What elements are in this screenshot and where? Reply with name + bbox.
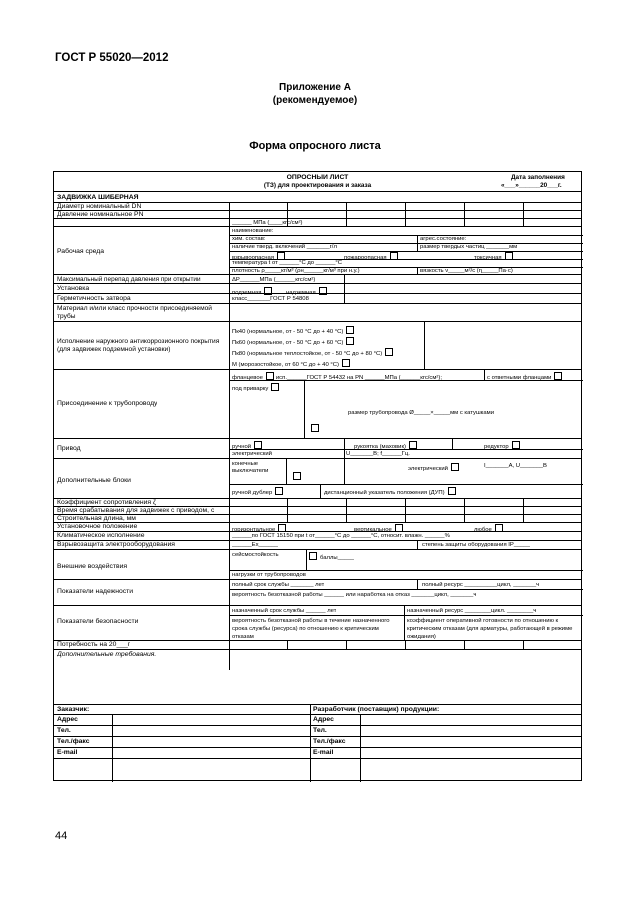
row-coating: Исполнение наружного антикоррозионного покрытия (для задвижек подземной установки) bbox=[57, 338, 220, 353]
customer-address: Адрес bbox=[57, 716, 78, 723]
date-label: Дата заполнения bbox=[511, 174, 565, 181]
customer-email: E-mail bbox=[57, 749, 78, 756]
pipeline-loads[interactable]: нагрузки от трубопроводов bbox=[232, 572, 306, 578]
current-voltage[interactable]: I_______А, U_______В bbox=[484, 463, 547, 469]
row-connection: Присоединение к трубопроводу bbox=[57, 400, 158, 407]
appendix-note: (рекомендуемое) bbox=[272, 95, 358, 106]
flammable-option[interactable]: пожароопасная bbox=[344, 252, 398, 262]
m-checkbox[interactable] bbox=[342, 359, 350, 367]
limit-switches: конечные выключатели bbox=[232, 461, 269, 474]
gearbox-option[interactable]: редуктор bbox=[484, 441, 520, 451]
developer-phone: Тел. bbox=[313, 727, 327, 734]
delta-p-value[interactable]: ΔР______МПа (______кгс/см²) bbox=[232, 277, 316, 283]
failure-free-probability[interactable]: вероятность безотказной работы ______ или наработка на отказ _______цикл, _______ч bbox=[232, 592, 477, 598]
temperature-range[interactable]: температура t от ______°С до ______°С bbox=[232, 260, 342, 266]
density[interactable]: плотность ρ_____кг/м³ (ρн______кг/м³ при н.у.) bbox=[232, 268, 360, 274]
row-installation: Установка bbox=[57, 285, 90, 292]
particle-size[interactable]: размер твердых частиц _______мм bbox=[420, 244, 518, 250]
row-material: Материал и/или класс прочности присоединяемой трубы bbox=[57, 305, 212, 320]
row-explosion: Взрывозащита электрооборудования bbox=[57, 541, 175, 548]
date-field[interactable]: «___»______20___г. bbox=[501, 182, 562, 189]
row-tightness: Герметичность затвора bbox=[57, 295, 131, 302]
backup-checkbox[interactable] bbox=[275, 487, 283, 495]
viscosity[interactable]: вязкость ν_____м²/с (η_____Па·с) bbox=[420, 268, 513, 274]
row-reliability: Показатели надежности bbox=[57, 588, 134, 595]
any-checkbox[interactable] bbox=[495, 524, 503, 532]
row-medium: Рабочая среда bbox=[57, 248, 105, 255]
counter-flange-option[interactable]: с ответными фланцами bbox=[487, 372, 562, 382]
chem-composition[interactable]: хим. состав: bbox=[232, 236, 266, 242]
spool-checkbox[interactable] bbox=[311, 424, 319, 432]
customer-fax: Тел./факс bbox=[57, 738, 90, 745]
seismic-label: сейсмостойкость bbox=[232, 552, 279, 558]
customer-phone: Тел. bbox=[57, 727, 71, 734]
remote-indicator-option[interactable]: дистанционный указатель положения (ДУП) bbox=[324, 487, 456, 497]
sheet-title: ОПРОСНЫЙ ЛИСТ bbox=[286, 174, 349, 181]
coating-p40[interactable]: Пк40 (нормальное, от - 50 °С до + 40 °С) bbox=[232, 326, 354, 336]
appendix-title: Приложение А bbox=[279, 82, 351, 93]
row-dn: Диаметр номинальный DN bbox=[57, 203, 142, 210]
full-resource[interactable]: полный ресурс __________цикл, _______ч bbox=[422, 582, 540, 588]
developer-fax: Тел./факс bbox=[313, 738, 346, 745]
additional-requirements[interactable]: Дополнительные требования. bbox=[57, 651, 157, 658]
remote-indicator-checkbox[interactable] bbox=[448, 487, 456, 495]
developer-address: Адрес bbox=[313, 716, 334, 723]
assigned-resource[interactable]: назначенный ресурс ________цикл. ________ч bbox=[407, 608, 537, 614]
solid-inclusions[interactable]: наличие тверд. включений _______г/л bbox=[232, 244, 337, 250]
row-drive: Привод bbox=[57, 445, 81, 452]
safety-probability: вероятность безотказной работы в течение назначенного срока службы (ресурса) по отношению к критическим отказам bbox=[232, 618, 390, 640]
row-position: Установочное положение bbox=[57, 523, 138, 530]
underground-option[interactable]: подземная bbox=[232, 287, 272, 297]
limit-switches-checkbox[interactable] bbox=[293, 472, 301, 480]
coating-m[interactable]: М (морозостойкое, от 60 °С до + 40 °С) bbox=[232, 359, 350, 369]
any-option[interactable]: любое bbox=[474, 524, 503, 534]
manual-checkbox[interactable] bbox=[254, 441, 262, 449]
tightness-class[interactable]: класс_______ГОСТ Р 54808 bbox=[232, 296, 309, 302]
handwheel-option[interactable]: рукоятка (маховик) bbox=[354, 441, 417, 451]
seismic-option[interactable]: баллы_____ bbox=[306, 552, 354, 562]
handwheel-checkbox[interactable] bbox=[409, 441, 417, 449]
developer-email: E-mail bbox=[313, 749, 334, 756]
pipe-size[interactable]: размер трубопровода Ø_____×_____мм с катушками bbox=[348, 410, 495, 416]
row-climate: Климатическое исполнение bbox=[57, 532, 145, 539]
electric-block-checkbox[interactable] bbox=[451, 463, 459, 471]
weld-checkbox[interactable] bbox=[271, 383, 279, 391]
row-length: Строительная длина, мм bbox=[57, 515, 136, 522]
pn-units[interactable]: ______ МПа (____кгс/см²) bbox=[232, 220, 303, 226]
vertical-option[interactable]: вертикальное bbox=[354, 524, 403, 534]
readiness-coefficient: коэффициент оперативной готовности по отношению к критическим отказам (для арматуры, работающей в режиме ожидания) bbox=[407, 618, 573, 640]
electric-block-option[interactable]: электрический bbox=[408, 463, 459, 473]
full-service-life[interactable]: полный срок службы _______ лет bbox=[232, 582, 325, 588]
row-delta-p: Максимальный перепад давления при открытии bbox=[57, 276, 201, 283]
climate-value[interactable]: ______по ГОСТ 15150 при t от______°С до ______°С, относит. влажн. ______% bbox=[232, 533, 450, 539]
p60-checkbox[interactable] bbox=[346, 337, 354, 345]
backup-option[interactable]: ручной дублер bbox=[232, 487, 283, 497]
explosive-option[interactable]: взрывоопасная bbox=[232, 252, 285, 262]
section-title: ЗАДВИЖКА ШИБЕРНАЯ bbox=[57, 194, 139, 201]
form-title: Форма опросного листа bbox=[249, 140, 381, 152]
aboveground-option[interactable]: надземная bbox=[286, 287, 327, 297]
manual-option[interactable]: ручной bbox=[232, 441, 262, 451]
p40-checkbox[interactable] bbox=[346, 326, 354, 334]
horizontal-checkbox[interactable] bbox=[278, 524, 286, 532]
row-pn: Давление номинальное PN bbox=[57, 211, 144, 218]
flange-option[interactable]: фланцевое исп.______ГОСТ Р 54432 на PN ______МПа (______кгс/см²); bbox=[232, 372, 442, 382]
row-safety: Показатели безопасности bbox=[57, 618, 139, 625]
sheet-subtitle: (ТЗ) для проектирования и заказа bbox=[263, 182, 372, 189]
coating-p60[interactable]: Пк60 (нормальное, от - 50 °С до + 60 °С) bbox=[232, 337, 354, 347]
ip-rating[interactable]: степень защиты оборудования IP_____ bbox=[422, 542, 531, 548]
toxic-option[interactable]: токсичная bbox=[474, 252, 513, 262]
ex-marking[interactable]: ______Ex______ bbox=[232, 542, 279, 548]
voltage-frequency[interactable]: U_______В; f______Гц. bbox=[346, 451, 410, 457]
weld-option[interactable]: под приварку bbox=[232, 383, 279, 393]
vertical-checkbox[interactable] bbox=[395, 524, 403, 532]
row-external: Внешние воздействия bbox=[57, 563, 128, 570]
customer-label: Заказчик: bbox=[57, 706, 90, 713]
developer-label: Разработчик (поставщик) продукции: bbox=[313, 706, 440, 713]
assigned-service-life[interactable]: назначенный срок службы ______ лет bbox=[232, 608, 337, 614]
row-need: Потребность на 20___г bbox=[57, 641, 131, 648]
gearbox-checkbox[interactable] bbox=[512, 441, 520, 449]
counter-flange-checkbox[interactable] bbox=[554, 372, 562, 380]
row-extra-blocks: Дополнительные блоки bbox=[57, 477, 131, 484]
electric-drive-option[interactable]: электрический bbox=[232, 451, 272, 457]
page-number: 44 bbox=[55, 830, 68, 842]
seismic-checkbox[interactable] bbox=[309, 552, 317, 560]
medium-name[interactable]: наименование: bbox=[232, 228, 274, 234]
questionnaire-form bbox=[53, 171, 582, 781]
coating-p80[interactable]: Пк80 (нормальное теплостойкое, от - 50 °С до + 80 °С) bbox=[232, 348, 393, 358]
flange-checkbox[interactable] bbox=[266, 372, 274, 380]
horizontal-option[interactable]: горизонтальное bbox=[232, 524, 286, 534]
standard-number: ГОСТ Р 55020—2012 bbox=[55, 52, 169, 64]
row-actuation-time: Время срабатывания для задвижек с приводом, с bbox=[57, 507, 215, 514]
row-resistance: Коэффициент сопротивления ζ bbox=[57, 499, 156, 506]
aggregate-state[interactable]: агрес.состояние: bbox=[420, 236, 467, 242]
p80-checkbox[interactable] bbox=[385, 348, 393, 356]
